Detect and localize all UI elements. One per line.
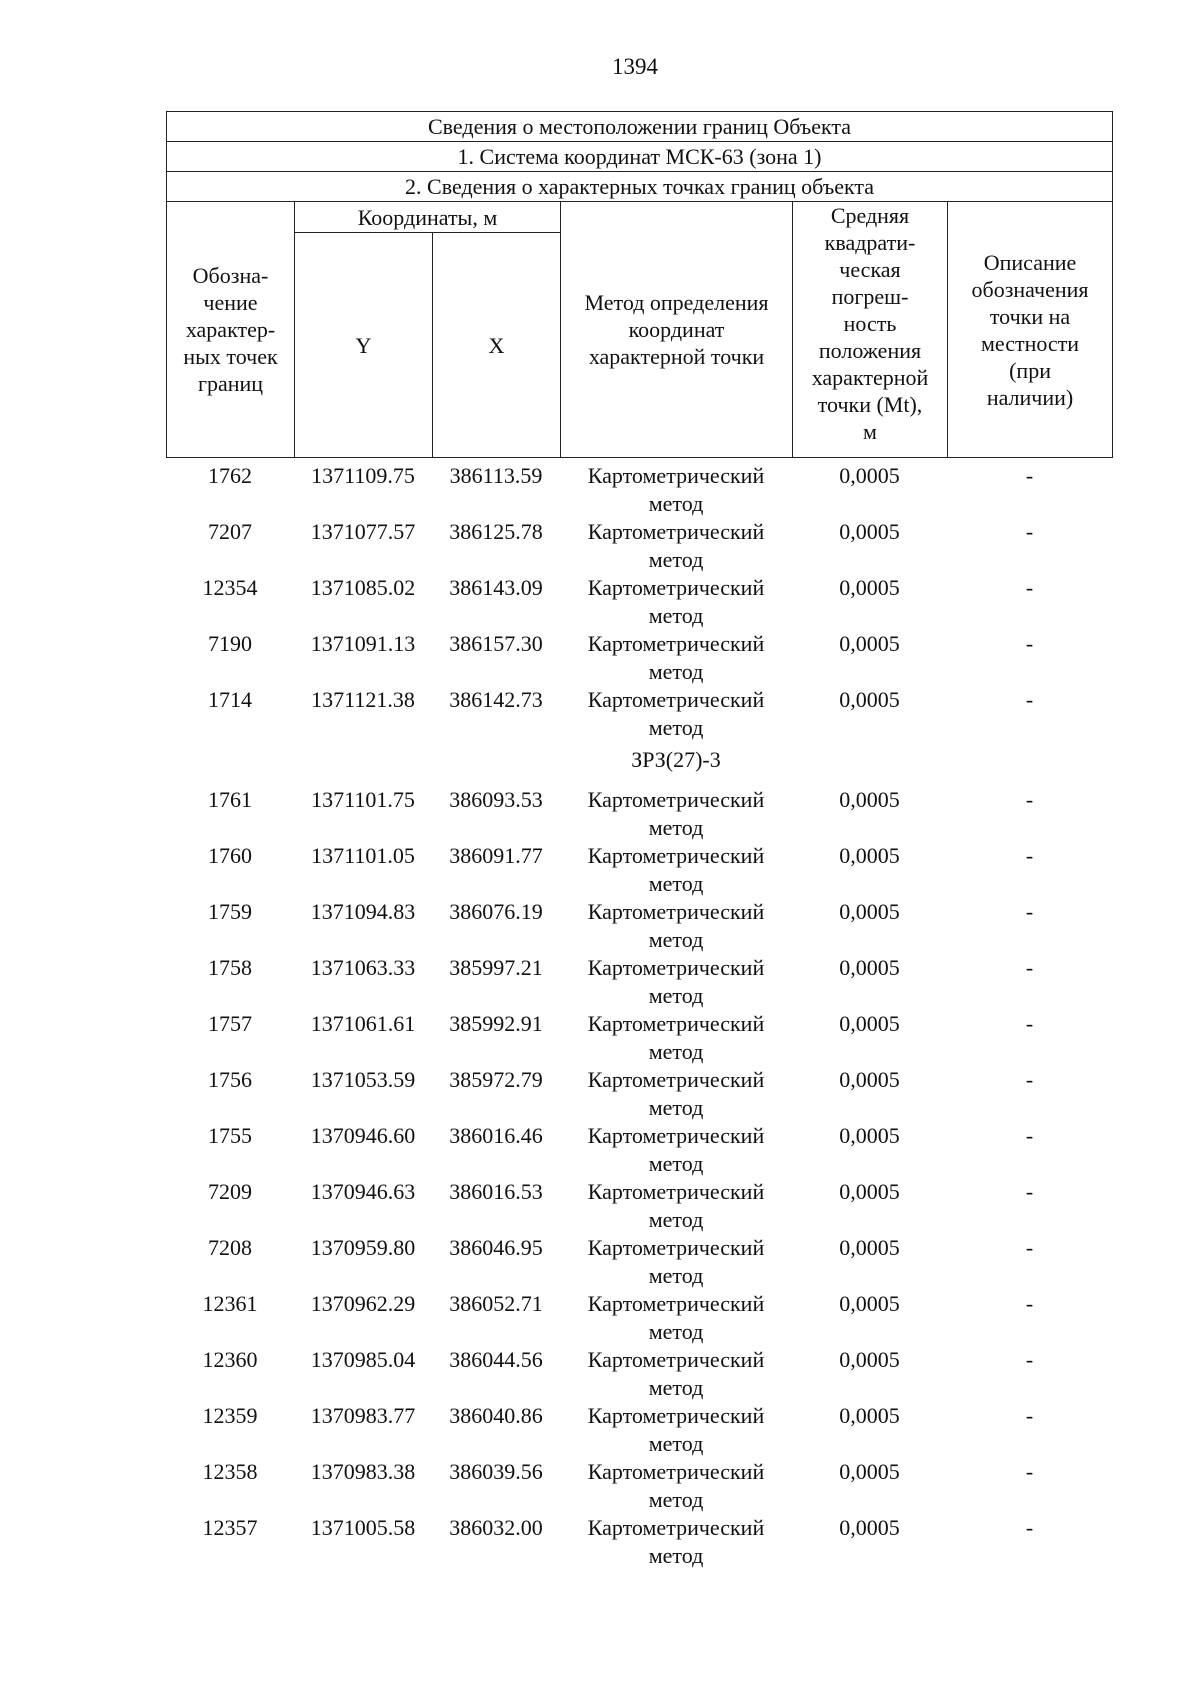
method: Картометрический метод [587,843,765,896]
method: Картометрический метод [587,519,765,572]
method: Картометрический метод [587,1459,765,1512]
description: - [1025,1291,1034,1316]
mean-error: 0,0005 [839,955,900,980]
point-id: 1755 [208,1123,252,1148]
mean-error: 0,0005 [839,1347,900,1372]
description: - [1025,631,1034,656]
point-id: 1757 [208,1011,252,1036]
col-y-header: Y [295,233,433,458]
mean-error: 0,0005 [839,1067,900,1092]
mean-error: 0,0005 [839,899,900,924]
rows-group-a [166,462,1112,742]
coord-y: 1371085.02 [310,575,416,600]
table-row [166,1402,1112,1458]
page-number: 1394 [612,54,658,79]
coord-x: 386142.73 [449,687,543,712]
method: Картометрический метод [587,1291,765,1344]
point-id: 7190 [208,631,252,656]
coord-x: 386032.00 [449,1515,543,1540]
table-row [166,1010,1112,1066]
coord-y: 1371061.61 [310,1011,416,1036]
coord-y: 1371053.59 [310,1067,416,1092]
method: Картометрический метод [587,1123,765,1176]
description: - [1025,899,1034,924]
point-id: 1759 [208,899,252,924]
method: Картометрический метод [587,1179,765,1232]
point-id: 12358 [202,1459,258,1484]
method: Картометрический метод [587,899,765,952]
description: - [1025,1067,1034,1092]
point-id: 7209 [208,1179,252,1204]
method: Картометрический метод [587,1067,765,1120]
coord-y: 1370983.77 [310,1403,416,1428]
description: - [1025,687,1034,712]
description: - [1025,1123,1034,1148]
coord-x: 386016.46 [449,1123,543,1148]
method: Картометрический метод [587,1515,765,1568]
coord-x: 386044.56 [449,1347,543,1372]
subheading-row [166,742,1112,786]
mean-error: 0,0005 [839,1235,900,1260]
coord-y: 1371091.13 [310,631,416,656]
table-row [166,954,1112,1010]
table-row [166,1514,1112,1570]
point-id: 1761 [208,787,252,812]
table-row [166,518,1112,574]
coord-y: 1371121.38 [311,687,415,712]
method: Картометрический метод [587,1235,765,1288]
table-row [166,630,1112,686]
description: - [1025,1011,1034,1036]
col-method-header: Метод определения координат характерной точки [561,202,793,458]
description: - [1025,1459,1034,1484]
mean-error: 0,0005 [839,1123,900,1148]
coord-y: 1371101.75 [311,787,415,812]
coord-x: 385997.21 [449,955,543,980]
table-row [166,686,1112,742]
coord-x: 385972.79 [449,1067,543,1092]
description: - [1025,955,1034,980]
table-title: Сведения о местоположении границ Объекта [167,112,1113,142]
table-row [166,1346,1112,1402]
coord-x: 386040.86 [449,1403,543,1428]
point-id: 12354 [202,575,258,600]
col-coordinates-header: Координаты, м [295,202,561,233]
table-row [166,786,1112,842]
col-designation-header: Обозна- чение характер- ных точек границ [167,202,295,458]
description: - [1025,519,1034,544]
coord-y: 1370946.60 [310,1123,416,1148]
mean-error: 0,0005 [839,463,900,488]
mean-error: 0,0005 [839,1403,900,1428]
table-row [166,842,1112,898]
coord-y: 1371109.75 [311,463,415,488]
method: Картометрический метод [587,463,765,516]
description: - [1025,1347,1034,1372]
point-id: 12360 [202,1347,258,1372]
point-id: 1714 [208,687,252,712]
mean-error: 0,0005 [839,1459,900,1484]
table-row [166,898,1112,954]
method: Картометрический метод [587,1011,765,1064]
coord-y: 1370985.04 [310,1347,416,1372]
point-id: 12357 [202,1515,258,1540]
table-row [166,1234,1112,1290]
table-row [166,1290,1112,1346]
table-row [166,1458,1112,1514]
coord-x: 386046.95 [449,1235,543,1260]
coord-y: 1371101.05 [311,843,415,868]
coord-x: 386016.53 [449,1179,543,1204]
table-row [166,1122,1112,1178]
description: - [1025,843,1034,868]
coord-x: 386039.56 [449,1459,543,1484]
coord-x: 386093.53 [449,787,543,812]
description: - [1025,463,1034,488]
coord-y: 1371063.33 [310,955,416,980]
point-id: 1762 [208,463,252,488]
table-row [166,1066,1112,1122]
coord-x: 386113.59 [449,463,543,488]
point-id: 12359 [202,1403,258,1428]
point-id: 1756 [208,1067,252,1092]
zone-subheading: ЗРЗ(27)-3 [631,747,721,772]
coord-y: 1371005.58 [310,1515,416,1540]
coord-y: 1370946.63 [310,1179,416,1204]
method: Картометрический метод [587,1347,765,1400]
rows-group-b [166,786,1112,1570]
method: Картометрический метод [587,787,765,840]
mean-error: 0,0005 [839,787,900,812]
coord-x: 386157.30 [449,631,543,656]
description: - [1025,1179,1034,1204]
point-id: 7207 [208,519,252,544]
mean-error: 0,0005 [839,1179,900,1204]
coord-y: 1371094.83 [310,899,416,924]
description: - [1025,787,1034,812]
coord-x: 386143.09 [449,575,543,600]
mean-error: 0,0005 [839,687,900,712]
coord-x: 386125.78 [449,519,543,544]
method: Картометрический метод [587,631,765,684]
coord-y: 1371077.57 [310,519,416,544]
table-body [166,462,1112,1570]
description: - [1025,575,1034,600]
coord-x: 386091.77 [449,843,543,868]
mean-error: 0,0005 [839,1291,900,1316]
header-table [166,111,1113,458]
coordinate-system: 1. Система координат МСК-63 (зона 1) [167,142,1113,172]
coord-x: 385992.91 [449,1011,543,1036]
mean-error: 0,0005 [839,1011,900,1036]
coord-y: 1370983.38 [310,1459,416,1484]
mean-error: 0,0005 [839,843,900,868]
description: - [1025,1515,1034,1540]
coord-y: 1370959.80 [310,1235,416,1260]
coord-x: 386052.71 [449,1291,543,1316]
method: Картометрический метод [587,575,765,628]
point-id: 12361 [202,1291,258,1316]
method: Картометрический метод [587,1403,765,1456]
mean-error: 0,0005 [839,631,900,656]
method: Картометрический метод [587,955,765,1008]
description: - [1025,1235,1034,1260]
mean-error: 0,0005 [839,575,900,600]
mean-error: 0,0005 [839,1515,900,1540]
table-row [166,462,1112,518]
col-error-header: Средняя квадрати- ческая погреш- ность положения характерной точки (Mt), м [793,202,948,458]
col-x-header: X [433,233,561,458]
coord-x: 386076.19 [449,899,543,924]
point-id: 1760 [208,843,252,868]
description: - [1025,1403,1034,1428]
method: Картометрический метод [587,687,765,740]
table-row [166,1178,1112,1234]
table-row [166,574,1112,630]
section-heading: 2. Сведения о характерных точках границ объекта [167,172,1113,202]
coord-y: 1370962.29 [310,1291,416,1316]
point-id: 7208 [208,1235,252,1260]
point-id: 1758 [208,955,252,980]
col-description-header: Описание обозначения точки на местности (при наличии) [948,202,1113,458]
mean-error: 0,0005 [839,519,900,544]
